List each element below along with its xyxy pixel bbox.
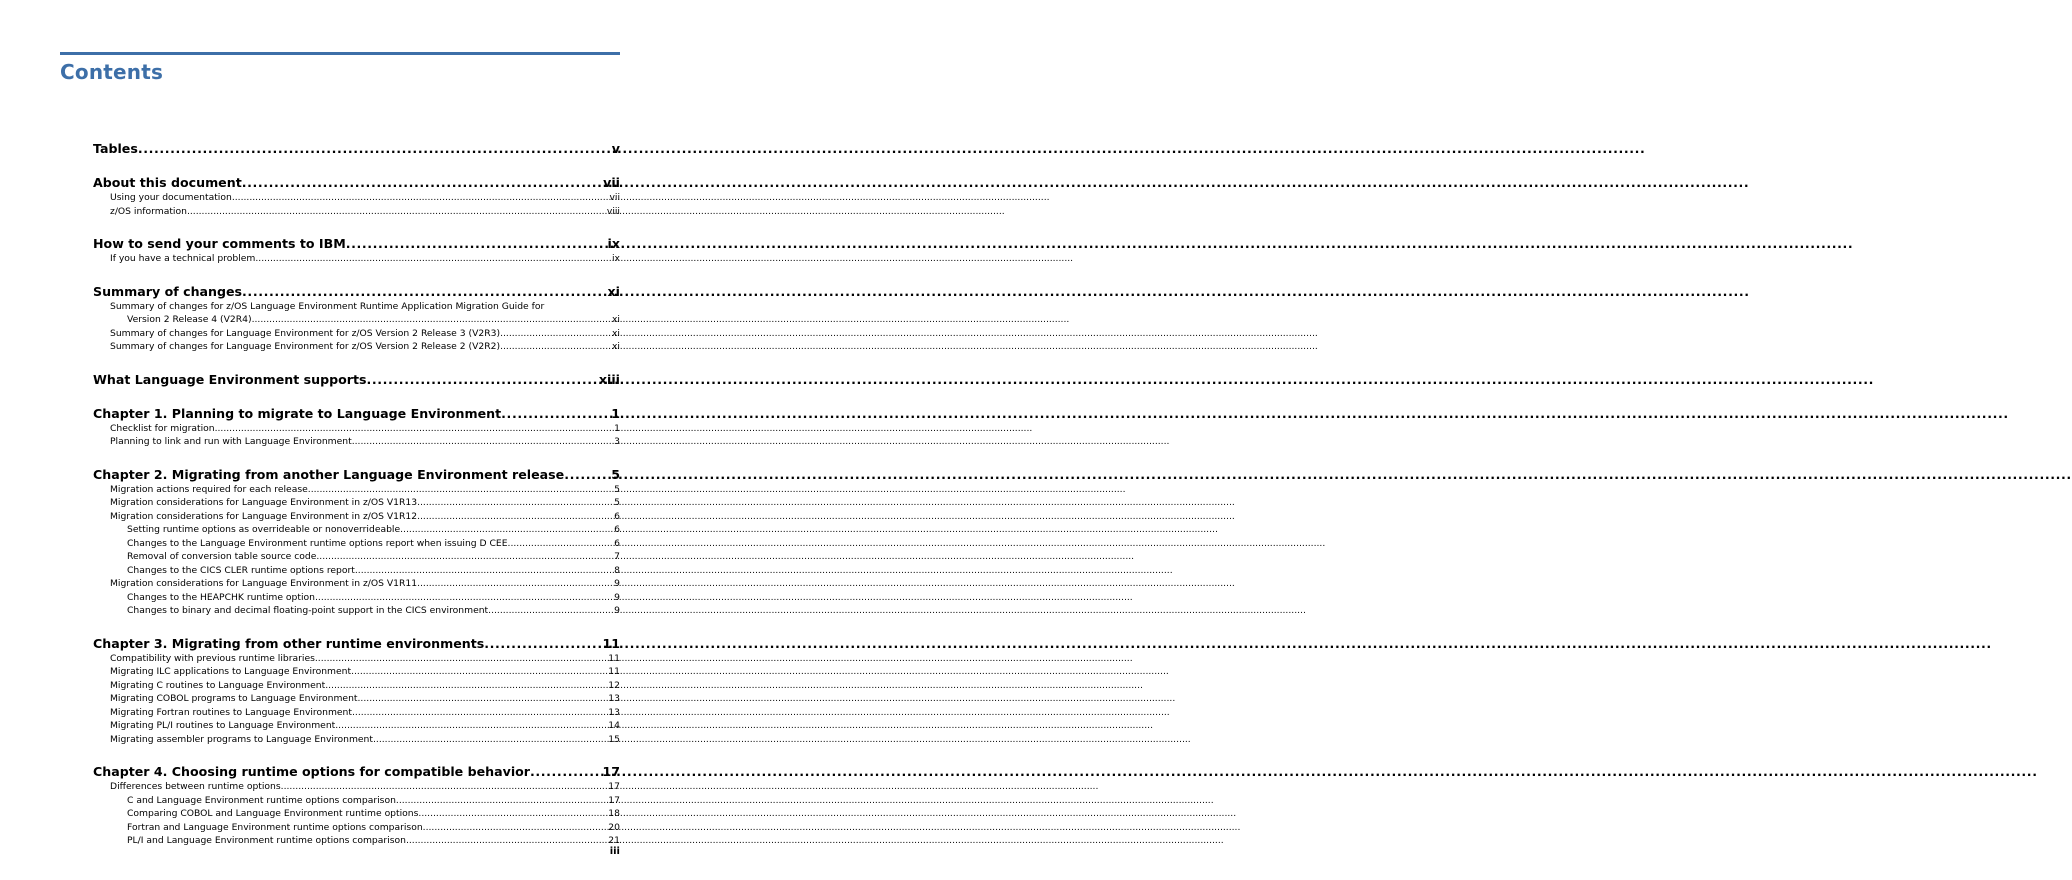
toc-entry-tables[interactable] [93, 140, 620, 157]
toc-entry-page: xiii [598, 371, 620, 387]
toc-entry-title: What Language Environment supports [93, 371, 367, 387]
dot-leader [367, 371, 597, 388]
toc-subsubentry[interactable] [93, 794, 620, 808]
toc-subsubentry[interactable] [93, 591, 620, 605]
toc-entry-page: 20 [608, 821, 620, 833]
dot-leader [400, 523, 612, 537]
toc-entry-title: Compatibility with previous runtime libraries [110, 652, 315, 664]
dot-leader [351, 665, 606, 679]
dot-leader [418, 807, 606, 821]
toc-subsubentry[interactable] [93, 550, 620, 564]
toc-subsubentry[interactable] [93, 807, 620, 821]
dot-leader [355, 564, 612, 578]
dot-leader [308, 483, 612, 497]
toc-entry-title: Migrating ILC applications to Language Environment [110, 666, 352, 677]
toc-entry-page: 9 [614, 578, 620, 589]
toc-entry-page: 17 [608, 794, 620, 806]
toc-entry-title: Fortran and Language Environment runtime options comparison [127, 821, 423, 833]
dot-leader [325, 679, 606, 693]
toc-entry-page: 11 [608, 666, 620, 677]
toc-entry-title: Summary of changes for Language Environment for z/OS Version 2 Release 3 (V2R3) [110, 327, 501, 339]
toc-entry-title: Changes to the Language Environment runtime options report when issuing D CEE [127, 537, 508, 549]
toc-entry-chapter-3[interactable] [93, 635, 620, 652]
toc-entry-page: 6 [614, 510, 620, 522]
toc-entry-title: Changes to the CICS CLER runtime options report [127, 564, 355, 576]
toc-subentry[interactable] [93, 496, 620, 510]
toc-entry-page: vii [603, 175, 620, 190]
dot-leader [281, 780, 607, 794]
dot-leader [358, 692, 607, 706]
toc-subentry[interactable] [93, 692, 620, 706]
toc-subentry[interactable] [93, 652, 620, 666]
toc-subentry[interactable] [93, 422, 620, 436]
toc-subentry[interactable] [93, 733, 620, 747]
toc-entry-title: Summary of changes [93, 283, 243, 299]
toc-entry-title: Planning to link and run with Language Environment [110, 436, 352, 447]
toc-entry-title-line2: Version 2 Release 4 (V2R4) [127, 314, 252, 325]
dot-leader [242, 283, 606, 300]
toc-entry-comments[interactable] [93, 235, 620, 252]
page-number: iii [609, 846, 620, 857]
toc-entry-title: Summary of changes for Language Environment for z/OS Version 2 Release 2 (V2R2) [110, 341, 501, 352]
toc-entry-page: viii [606, 205, 620, 217]
toc-entry-page: 6 [614, 537, 620, 549]
dot-leader [373, 733, 606, 747]
toc-subsubentry[interactable] [93, 821, 620, 835]
toc-entry-title: If you have a technical problem [110, 253, 256, 264]
toc-entry-chapter-4[interactable] [93, 763, 620, 780]
dot-leader [187, 205, 605, 219]
toc-entry-page: v [611, 141, 620, 156]
dot-leader [417, 577, 612, 591]
toc-entry-page: 14 [608, 720, 620, 731]
toc-subentry[interactable] [93, 780, 620, 794]
toc-entry-page: 21 [608, 835, 620, 846]
toc-entry-title: Migrating C routines to Language Environment [110, 679, 326, 691]
dot-leader [423, 821, 607, 835]
toc-entry-title: Migration actions required for each release [110, 483, 308, 495]
toc-subentry[interactable] [93, 665, 620, 679]
dot-leader [346, 235, 606, 252]
dot-leader [316, 550, 612, 564]
toc-entry-title: Migrating COBOL programs to Language Environment [110, 693, 358, 704]
toc-entry-page: 1 [614, 422, 620, 434]
toc-entry-about[interactable] [93, 174, 620, 191]
page-title: Contents [60, 60, 164, 84]
toc-entry-title: Changes to the HEAPCHK runtime option [127, 591, 315, 603]
toc-entry-page: 8 [614, 564, 620, 576]
toc-entry-page: vii [609, 192, 620, 203]
toc-entry-title: Migrating PL/I routines to Language Environment [110, 720, 336, 731]
toc-entry-title: Tables [93, 141, 138, 156]
dot-leader [335, 719, 606, 733]
toc-entry-page: 12 [608, 679, 620, 691]
dot-leader [242, 174, 601, 191]
toc-entry-chapter-2[interactable] [93, 466, 620, 483]
toc-entry-title: Chapter 2. Migrating from another Language Environment release [93, 466, 565, 482]
dot-leader [138, 140, 610, 157]
dot-leader [417, 496, 612, 510]
toc-entry-title: Chapter 3. Migrating from other runtime environments [93, 635, 485, 651]
toc-subentry[interactable] [93, 191, 620, 205]
dot-leader [252, 313, 610, 327]
dot-leader [396, 794, 606, 808]
toc-entry-page: xi [612, 327, 620, 339]
toc-entry-page: 5 [611, 466, 620, 482]
toc-subentry[interactable] [93, 719, 620, 733]
toc-entry-page: 13 [608, 706, 620, 718]
toc-subentry-wrapped[interactable] [93, 300, 620, 327]
table-of-contents [93, 140, 620, 848]
header-rule [60, 52, 620, 55]
toc-subentry[interactable] [93, 510, 620, 524]
toc-entry-page: 17 [608, 781, 620, 792]
toc-entry-title-line1: Summary of changes for z/OS Language Environment Runtime Application Migration Guide for [110, 300, 545, 312]
dot-leader [315, 652, 606, 666]
toc-subentry[interactable] [93, 577, 620, 591]
toc-subsubentry[interactable] [93, 537, 620, 551]
toc-entry-title: Using your documentation [110, 192, 232, 203]
toc-entry-page: 11 [608, 652, 620, 664]
toc-entry-title: Checklist for migration [110, 422, 215, 434]
toc-subentry[interactable] [93, 340, 620, 354]
toc-entry-title: About this document [93, 175, 242, 190]
toc-subentry[interactable] [93, 327, 620, 341]
toc-entry-page: 18 [608, 808, 620, 819]
toc-subentry[interactable] [93, 483, 620, 497]
toc-entry-page: xi [612, 314, 620, 325]
dot-leader [215, 422, 613, 436]
toc-entry-title: Chapter 1. Planning to migrate to Language Environment [93, 405, 502, 421]
toc-subentry[interactable] [93, 679, 620, 693]
toc-subsubentry[interactable] [93, 564, 620, 578]
toc-entry-title: Changes to binary and decimal floating-point support in the CICS environment [127, 605, 489, 616]
toc-subentry[interactable] [93, 252, 620, 266]
dot-leader [232, 191, 608, 205]
toc-entry-chapter-1[interactable] [93, 405, 620, 422]
toc-entry-page: 5 [614, 497, 620, 508]
toc-entry-title: Differences between runtime options [110, 781, 281, 792]
toc-entry-page: 3 [614, 436, 620, 447]
toc-subentry[interactable] [93, 435, 620, 449]
toc-subsubentry[interactable] [93, 523, 620, 537]
toc-entry-page: 1 [611, 405, 620, 421]
dot-leader [530, 763, 600, 780]
toc-subsubentry[interactable] [93, 604, 620, 618]
toc-subsubentry[interactable] [93, 834, 620, 848]
dot-leader [352, 706, 606, 720]
toc-subentry[interactable] [93, 205, 620, 219]
dot-leader [500, 327, 610, 341]
toc-entry-title: Setting runtime options as overrideable or nonoverrideable [127, 524, 401, 535]
toc-entry-page: 9 [614, 591, 620, 603]
toc-entry-page: xi [612, 341, 620, 352]
toc-entry-page: 15 [608, 733, 620, 745]
toc-entry-title: C and Language Environment runtime options comparison [127, 794, 396, 806]
toc-entry-page: 9 [614, 605, 620, 616]
toc-entry-page: 5 [614, 483, 620, 495]
dot-leader [406, 834, 606, 848]
toc-entry-title: Migrating assembler programs to Language Environment [110, 733, 373, 745]
dot-leader [508, 537, 613, 551]
toc-entry-page: ix [607, 236, 620, 251]
dot-leader [255, 252, 610, 266]
toc-entry-summary[interactable] [93, 283, 620, 300]
dot-leader [501, 405, 609, 422]
toc-entry-page: 7 [614, 551, 620, 562]
toc-entry-page: ix [612, 253, 620, 264]
toc-subentry[interactable] [93, 706, 620, 720]
toc-entry-title: Removal of conversion table source code [127, 551, 317, 562]
toc-entry-page: 6 [614, 524, 620, 535]
dot-leader [488, 604, 612, 618]
toc-entry-title: Comparing COBOL and Language Environment runtime options [127, 808, 419, 819]
toc-entry-page: xi [607, 283, 620, 299]
dot-leader [500, 340, 610, 354]
dot-leader [352, 435, 612, 449]
toc-entry-page: 17 [602, 764, 620, 779]
dot-leader [564, 466, 609, 483]
toc-entry-title: Migrating Fortran routines to Language Environment [110, 706, 352, 718]
toc-entry-title: How to send your comments to IBM [93, 236, 346, 251]
dot-leader [484, 635, 600, 652]
toc-entry-title: Migration considerations for Language Environment in z/OS V1R13 [110, 497, 418, 508]
toc-entry-page: 13 [608, 693, 620, 704]
toc-entry-page: 11 [602, 635, 620, 651]
toc-entry-supports[interactable] [93, 371, 620, 388]
toc-entry-title: Migration considerations for Language Environment in z/OS V1R11 [110, 578, 418, 589]
toc-entry-title: z/OS information [110, 205, 187, 217]
toc-entry-title: Migration considerations for Language Environment in z/OS V1R12 [110, 510, 418, 522]
toc-entry-title: Chapter 4. Choosing runtime options for compatible behavior [93, 764, 531, 779]
dot-leader [417, 510, 612, 524]
dot-leader [315, 591, 612, 605]
toc-entry-title: PL/I and Language Environment runtime options comparison [127, 835, 406, 846]
